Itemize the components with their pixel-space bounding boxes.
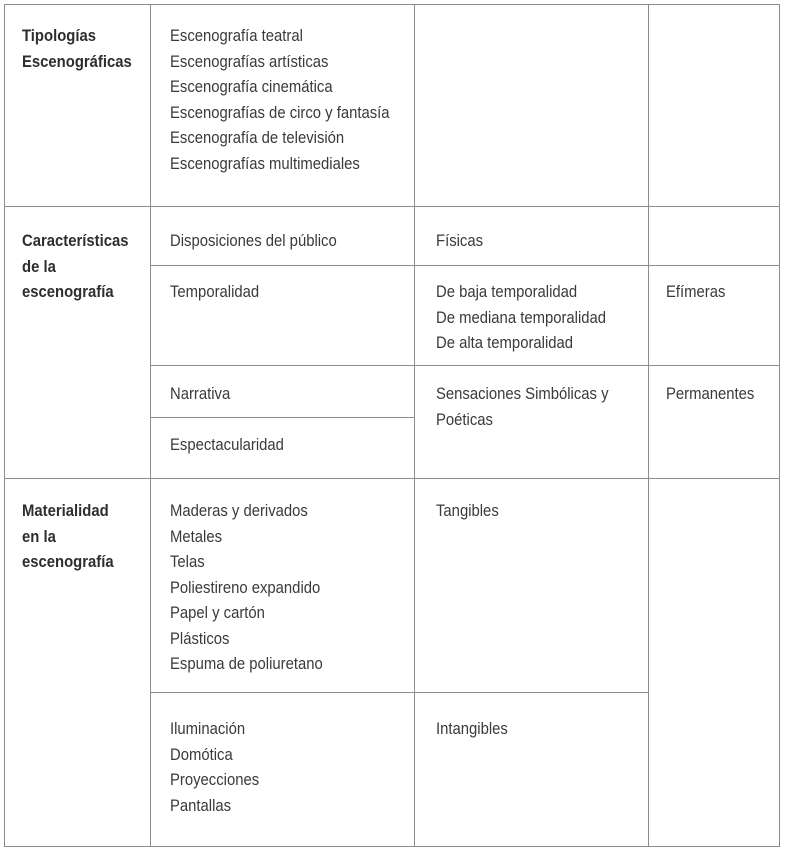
list-item: Pantallas: [170, 796, 232, 815]
cell-efimeras: Efímeras: [666, 283, 726, 301]
cell-temporalidad: Temporalidad: [170, 283, 260, 301]
list-item: De alta temporalidad: [436, 334, 574, 352]
header-line: Características: [22, 232, 129, 250]
list-item: Escenografías de circo y fantasía: [170, 103, 390, 122]
header-line: en la: [22, 527, 56, 546]
header-line: Escenográficas: [22, 52, 132, 71]
list-item: Iluminación: [170, 720, 246, 738]
list-item: Plásticos: [170, 629, 230, 648]
tangibles-list: [170, 499, 323, 678]
header-tipologias: [22, 24, 132, 75]
row-divider-3: [150, 365, 780, 366]
list-item: De baja temporalidad: [436, 283, 578, 301]
list-item: Domótica: [170, 745, 233, 764]
cell-sensaciones: [436, 382, 609, 433]
tipologias-list: [170, 24, 390, 177]
header-line: de la: [22, 257, 56, 276]
row-divider-2: [150, 265, 780, 266]
list-item: Telas: [170, 553, 205, 571]
list-item: Escenografía de televisión: [170, 129, 345, 147]
cell-disposiciones: Disposiciones del público: [170, 232, 337, 250]
list-item: Escenografía teatral: [170, 27, 303, 45]
header-line: Materialidad: [22, 502, 109, 520]
cell-line: Sensaciones Simbólicas y: [436, 385, 609, 403]
row-divider-6: [150, 692, 648, 693]
cell-line: Poéticas: [436, 410, 493, 429]
cell-narrativa: Narrativa: [170, 385, 231, 403]
row-divider-4: [150, 417, 414, 418]
list-item: Escenografía cinemática: [170, 78, 333, 96]
cell-espectacularidad: Espectacularidad: [170, 436, 284, 454]
header-line: escenografía: [22, 283, 114, 301]
row-divider-5: [4, 478, 780, 479]
header-caracteristicas: [22, 229, 128, 306]
cell-intangibles: Intangibles: [436, 720, 508, 738]
intangibles-list: [170, 717, 259, 819]
col-divider-1: [150, 4, 151, 847]
list-item: Espuma de poliuretano: [170, 655, 323, 673]
cell-tangibles: Tangibles: [436, 502, 499, 520]
header-line: Tipologías: [22, 27, 96, 45]
list-item: Poliestireno expandido: [170, 578, 321, 597]
list-item: De mediana temporalidad: [436, 308, 607, 327]
cell-permanentes: Permanentes: [666, 385, 755, 403]
list-item: Metales: [170, 527, 223, 546]
row-divider-1: [4, 206, 780, 207]
cell-fisicas: Físicas: [436, 232, 484, 250]
col-divider-3: [648, 4, 649, 847]
list-item: Proyecciones: [170, 771, 260, 789]
table-frame: [4, 4, 780, 847]
list-item: Maderas y derivados: [170, 502, 308, 520]
header-line: escenografía: [22, 553, 114, 571]
col-divider-2: [414, 4, 415, 847]
list-item: Papel y cartón: [170, 604, 265, 622]
header-materialidad: [22, 499, 114, 576]
temporalidad-list: [436, 280, 606, 357]
list-item: Escenografías artísticas: [170, 52, 329, 71]
list-item: Escenografías multimediales: [170, 154, 360, 173]
